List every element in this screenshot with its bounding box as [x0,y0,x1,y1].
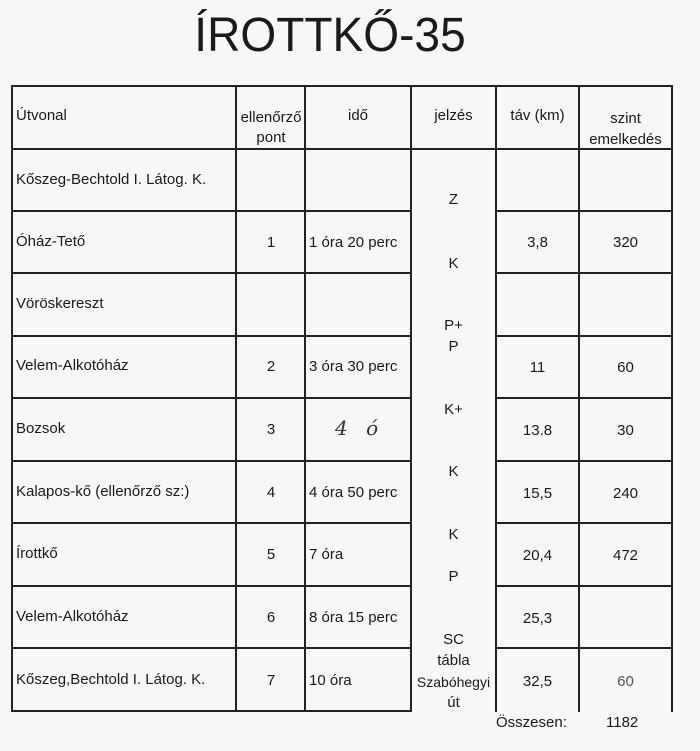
marking-label: Z [448,191,459,208]
marking-label: K [448,526,459,543]
table-border [495,585,673,587]
route-cell: Vöröskereszt [16,295,104,312]
checkpoint-cell: 7 [266,672,276,689]
distance-cell: 11 [529,359,546,376]
table-border [11,148,673,150]
time-cell: 4 óra 50 perc [309,484,398,501]
checkpoint-cell: 2 [266,358,276,375]
header-elevation-line1: szint [610,110,641,127]
header-route: Útvonal [16,107,67,124]
distance-cell: 32,5 [522,673,553,690]
table-border [11,460,412,462]
table-border [495,647,673,649]
distance-cell: 13.8 [522,422,553,439]
header-checkpoint-line1: ellenőrző [240,109,302,126]
table-border [495,272,673,274]
page-title: ÍROTTKŐ-35 [194,9,466,62]
table-border [11,210,412,212]
marking-label: K [448,255,459,272]
route-cell: Velem-Alkotóház [16,608,129,625]
checkpoint-cell: 3 [266,421,276,438]
total-label: Összesen: [496,714,567,731]
time-cell: 10 óra [309,672,352,689]
table-border [11,272,412,274]
elevation-cell: 320 [612,234,639,251]
header-elevation-line2: emelkedés [589,131,662,148]
header-distance: táv (km) [510,107,565,124]
checkpoint-cell: 5 [266,546,276,563]
marking-label: P [448,568,459,585]
table-border [11,710,412,712]
total-value: 1182 [606,714,639,731]
marking-label: tábla [437,652,470,669]
table-border [495,522,673,524]
time-cell: 3 óra 30 perc [309,358,398,375]
table-border [11,585,412,587]
elevation-cell: 60 [617,359,634,376]
elevation-cell: 60 [617,673,634,690]
route-cell: Kalapos-kő (ellenőrző sz:) [16,483,190,500]
table-border [11,397,412,399]
marking-label: P+ [444,317,463,334]
time-cell: 1 óra 20 perc [309,234,398,251]
checkpoint-cell: 4 [266,484,276,501]
header-checkpoint-line2: pont [256,129,286,146]
table-border [495,210,673,212]
time-cell: 7 óra [309,546,344,563]
marking-label: SC [443,631,464,648]
route-cell: Óház-Tető [16,233,86,250]
time-cell: 8 óra 15 perc [309,609,398,626]
elevation-cell: 30 [617,422,634,439]
table-border [11,522,412,524]
table-border [11,647,412,649]
table-border [11,335,412,337]
elevation-cell: 240 [612,485,639,502]
route-cell: Kőszeg-Bechtold I. Látog. K. [16,171,207,188]
distance-cell: 20,4 [522,547,553,564]
distance-cell: 3,8 [527,234,548,251]
marking-label: K+ [444,401,463,418]
route-cell: Írottkő [16,545,58,562]
header-marking: jelzés [434,107,473,124]
distance-cell: 15,5 [522,485,553,502]
checkpoint-cell: 6 [266,609,276,626]
route-cell: Bozsok [16,420,66,437]
marking-label: Szabóhegyi [416,674,491,690]
time-cell-handwritten: 4 ó [335,416,385,440]
checkpoint-cell: 1 [266,234,276,251]
table-border [495,397,673,399]
header-time: idő [347,107,369,124]
distance-cell: 25,3 [522,610,553,627]
table-border [495,460,673,462]
elevation-cell: 472 [612,547,639,564]
marking-label: P [448,338,459,355]
route-cell: Kőszeg,Bechtold I. Látog. K. [16,671,206,688]
marking-label: út [447,694,460,711]
marking-label: K [448,463,459,480]
table-border [11,85,673,87]
route-cell: Velem-Alkotóház [16,357,129,374]
table-border [495,335,673,337]
